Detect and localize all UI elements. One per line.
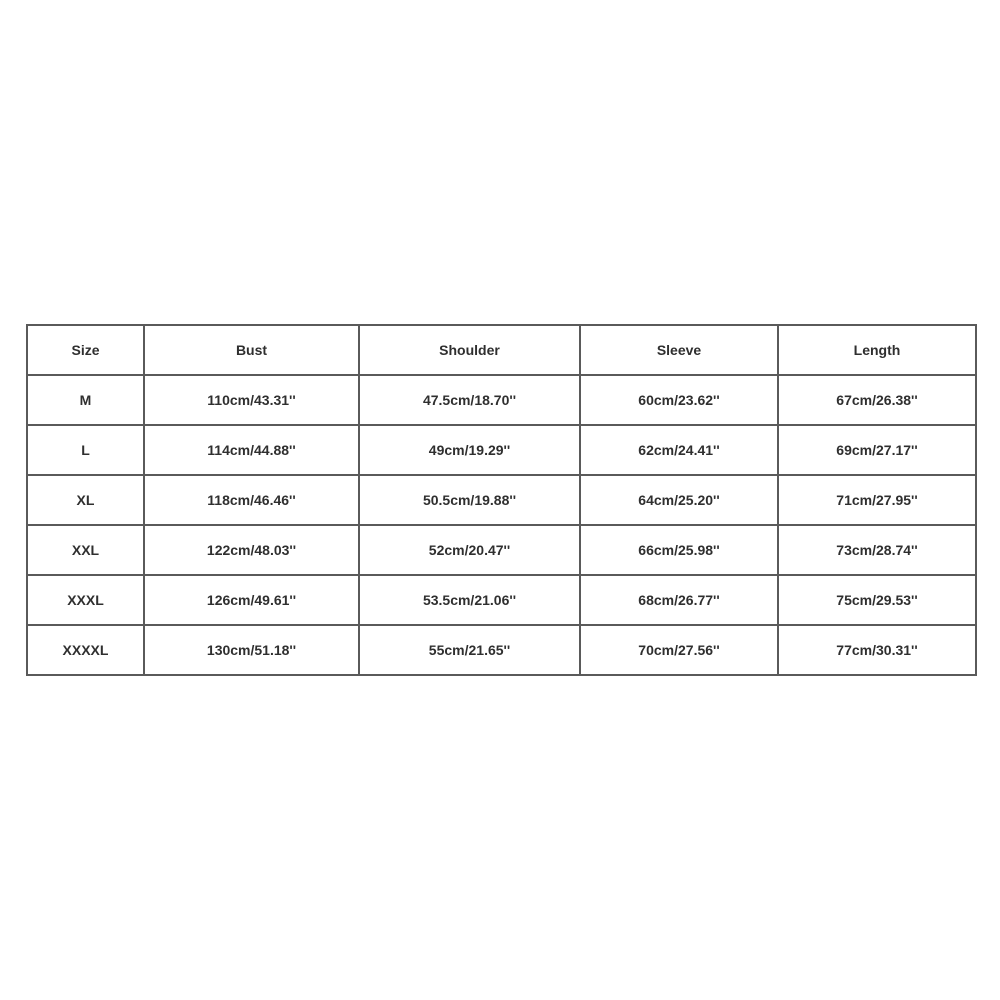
cell-sleeve: 64cm/25.20'': [580, 475, 778, 525]
cell-length: 73cm/28.74'': [778, 525, 976, 575]
header-sleeve: Sleeve: [580, 325, 778, 375]
cell-shoulder: 49cm/19.29'': [359, 425, 580, 475]
table-row: [27, 525, 976, 575]
cell-length: 67cm/26.38'': [778, 375, 976, 425]
table-header-row: [27, 325, 976, 375]
cell-length: 77cm/30.31'': [778, 625, 976, 675]
cell-length: 75cm/29.53'': [778, 575, 976, 625]
header-size: Size: [27, 325, 144, 375]
header-bust: Bust: [144, 325, 359, 375]
cell-size: XXXXL: [27, 625, 144, 675]
header-length: Length: [778, 325, 976, 375]
cell-shoulder: 47.5cm/18.70'': [359, 375, 580, 425]
table-row: [27, 575, 976, 625]
cell-size: XXL: [27, 525, 144, 575]
cell-sleeve: 70cm/27.56'': [580, 625, 778, 675]
cell-shoulder: 52cm/20.47'': [359, 525, 580, 575]
size-chart-table: [26, 324, 977, 676]
cell-bust: 118cm/46.46'': [144, 475, 359, 525]
table-row: [27, 625, 976, 675]
cell-bust: 126cm/49.61'': [144, 575, 359, 625]
cell-length: 71cm/27.95'': [778, 475, 976, 525]
header-shoulder: Shoulder: [359, 325, 580, 375]
cell-bust: 130cm/51.18'': [144, 625, 359, 675]
cell-bust: 110cm/43.31'': [144, 375, 359, 425]
cell-sleeve: 60cm/23.62'': [580, 375, 778, 425]
table-row: [27, 375, 976, 425]
cell-size: XL: [27, 475, 144, 525]
cell-size: L: [27, 425, 144, 475]
cell-size: M: [27, 375, 144, 425]
cell-shoulder: 53.5cm/21.06'': [359, 575, 580, 625]
cell-bust: 122cm/48.03'': [144, 525, 359, 575]
cell-shoulder: 55cm/21.65'': [359, 625, 580, 675]
table-row: [27, 425, 976, 475]
cell-bust: 114cm/44.88'': [144, 425, 359, 475]
cell-sleeve: 62cm/24.41'': [580, 425, 778, 475]
cell-size: XXXL: [27, 575, 144, 625]
table-row: [27, 475, 976, 525]
cell-shoulder: 50.5cm/19.88'': [359, 475, 580, 525]
cell-sleeve: 68cm/26.77'': [580, 575, 778, 625]
cell-length: 69cm/27.17'': [778, 425, 976, 475]
cell-sleeve: 66cm/25.98'': [580, 525, 778, 575]
